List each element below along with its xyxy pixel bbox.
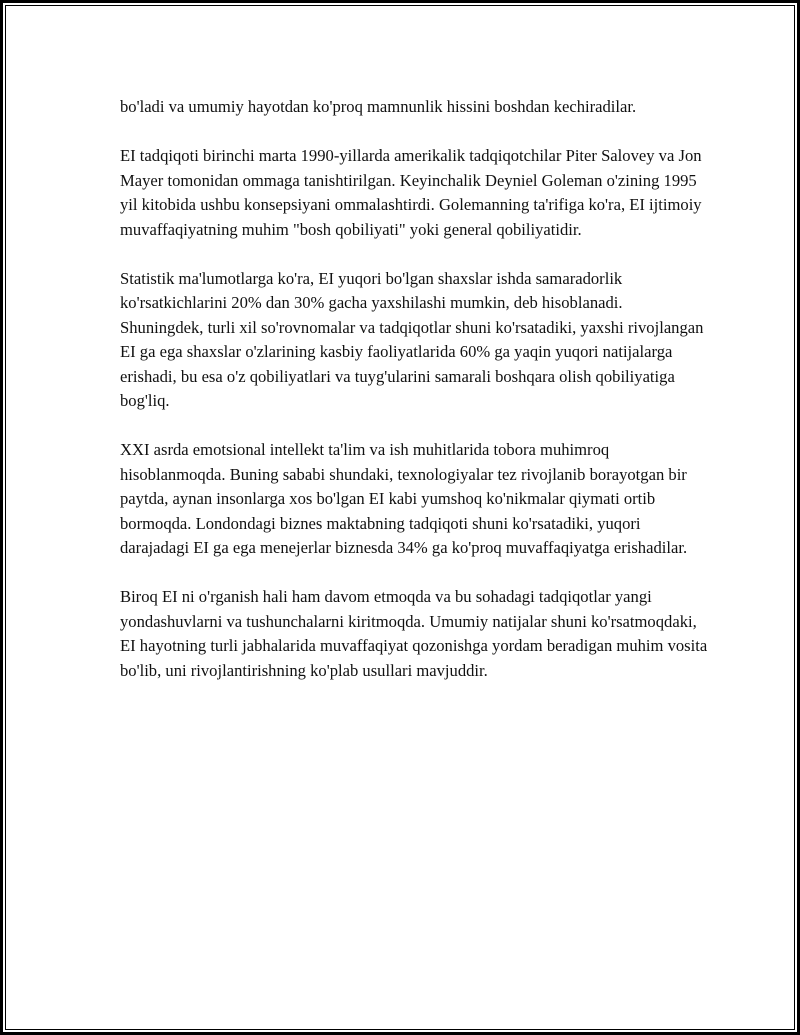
paragraph-1: bo'ladi va umumiy hayotdan ko'proq mamnunlik hissini boshdan kechiradilar.: [120, 97, 637, 116]
paragraph-3: Statistik ma'lumotlarga ko'ra, EI yuqori bo'lgan shaxslar ishda samaradorlik ko'rsatkichlarini 20% dan 30% gacha yaxshilashi mumkin, deb hisoblanadi. Shuningdek, turli xil so'rovnomalar va tadqiqotlar shuni ko'rsatadiki, yaxshi rivojlangan EI ga ega shaxslar o'zlarining kasbiy faoliyatlarida 60% ga yaqin yuqori natijalarga erishadi, bu esa o'z qobiliyatlari va tuyg'ularini samarali boshqara olish qobiliyatiga bog'liq.: [120, 268, 704, 410]
paragraph-4: XXI asrda emotsional intellekt ta'lim va ish muhitlarida tobora muhimroq hisoblanmoqda. Buning sababi shundaki, texnologiyalar tez rivojlanib borayotgan bir paytda, aynan insonlarga xos bo'lgan EI kabi yumshoq ko'nikmalar qiymati ortib bormoqda. Londondagi biznes maktabning tadqiqoti shuni ko'rsatadiki, yuqori darajadagi EI ga ega menejerlar biznesda 34% ga ko'proq muvaffaqiyatga erishadilar.: [120, 440, 688, 557]
paragraph-2: EI tadqiqoti birinchi marta 1990-yillarda amerikalik tadqiqotchilar Piter Salovey va Jon Mayer tomonidan ommaga tanishtirilgan. Keyinchalik Deyniel Goleman o'zining 1995 yil kitobida ushbu konsepsiyani ommalashtirdi. Golemanning ta'rifiga ko'ra, EI ijtimoiy muvaffaqiyatning muhim "bosh qobiliyati" yoki general qobiliyatidir.: [120, 146, 702, 239]
document-body: [120, 95, 710, 708]
paragraph-5: Biroq EI ni o'rganish hali ham davom etmoqda va bu sohadagi tadqiqotlar yangi yondashuvlarni va tushunchalarni kiritmoqda. Umumiy natijalar shuni ko'rsatmoqdaki, EI hayotning turli jabhalarida muvaffaqiyat qozonishga yordam beradigan muhim vosita bo'lib, uni rivojlantirishning ko'plab usullari mavjuddir.: [120, 587, 708, 680]
